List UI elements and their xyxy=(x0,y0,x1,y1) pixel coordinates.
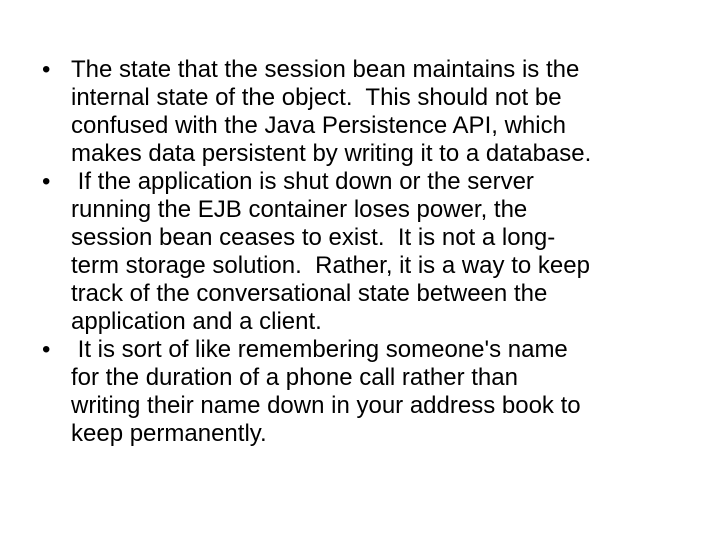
bullet-line: for the duration of a phone call rather than xyxy=(71,364,518,391)
bullet-line: confused with the Java Persistence API, which xyxy=(71,112,566,139)
bullet-text xyxy=(71,56,692,168)
bullet-text xyxy=(71,336,692,448)
bullet-line: term storage solution. Rather, it is a way to keep xyxy=(71,252,590,279)
bullet-line: internal state of the object. This should not be xyxy=(71,84,562,111)
bullet-line: writing their name down in your address book to xyxy=(71,392,581,419)
bullet-line: session bean ceases to exist. It is not a long- xyxy=(71,224,556,251)
bullet-line: It is sort of like remembering someone's name xyxy=(71,336,568,363)
bullet-item-1 xyxy=(42,56,692,168)
bullet-marker: • xyxy=(42,336,51,363)
bullet-line: running the EJB container loses power, the xyxy=(71,196,528,223)
bullet-line: keep permanently. xyxy=(71,420,267,447)
bullet-line: If the application is shut down or the server xyxy=(71,168,534,195)
bullet-item-2 xyxy=(42,168,692,336)
bullet-line: makes data persistent by writing it to a database. xyxy=(71,140,592,167)
bullet-marker: • xyxy=(42,56,51,83)
bullet-item-3 xyxy=(42,336,692,448)
bullet-list xyxy=(42,56,692,448)
bullet-line: The state that the session bean maintains is the xyxy=(71,56,580,83)
bullet-line: application and a client. xyxy=(71,308,322,335)
bullet-marker: • xyxy=(42,168,51,195)
bullet-line: track of the conversational state between the xyxy=(71,280,548,307)
bullet-text xyxy=(71,168,692,336)
